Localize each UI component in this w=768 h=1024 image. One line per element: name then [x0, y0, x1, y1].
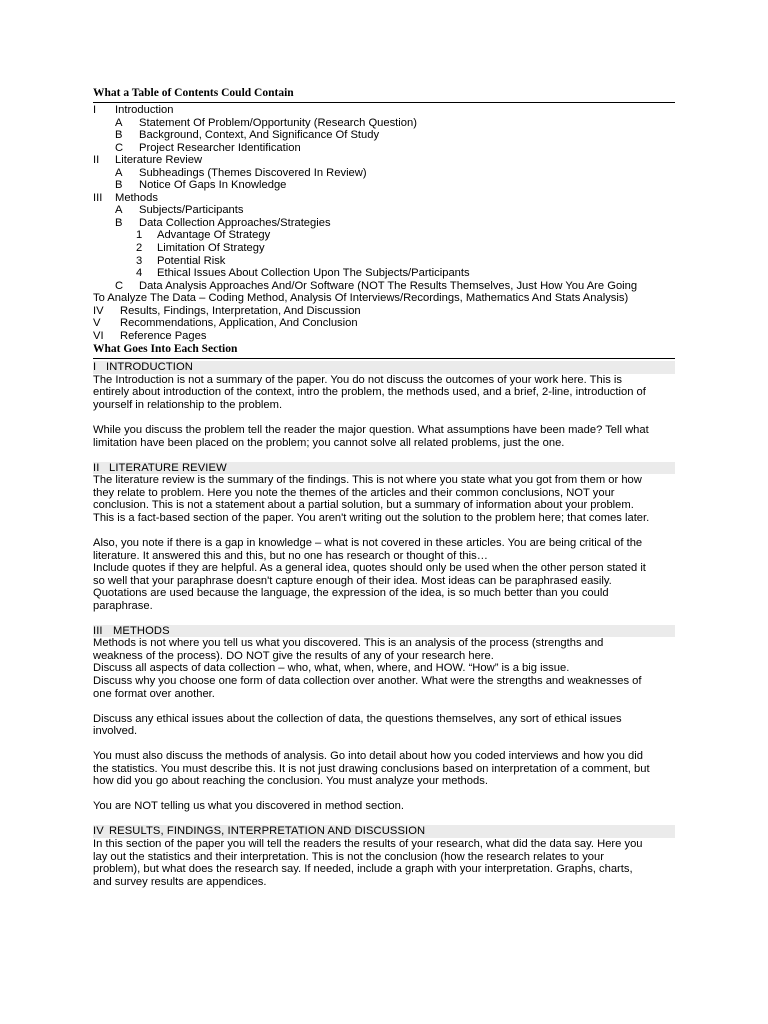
paragraph-line: You are NOT telling us what you discovered in method section. — [93, 800, 404, 813]
toc-item-label: Reference Pages — [120, 329, 207, 342]
section-title — [93, 462, 675, 475]
toc-item-number: B — [115, 216, 123, 229]
toc-item-label: Statement Of Problem/Opportunity (Research Question) — [139, 116, 417, 129]
section-paragraph — [93, 713, 675, 738]
paragraph-line: Discuss why you choose one form of data collection over another. What were the strengths and weaknesses of — [93, 674, 642, 687]
toc-item — [93, 192, 675, 205]
section-title-text: RESULTS, FINDINGS, INTERPRETATION AND DISCUSSION — [109, 825, 426, 838]
toc-item-label: Introduction — [115, 104, 174, 116]
toc-item-number: VI — [93, 329, 104, 342]
section-title-text: INTRODUCTION — [106, 361, 193, 374]
toc-item-number: C — [115, 141, 124, 154]
toc-item-label: Notice Of Gaps In Knowledge — [139, 179, 287, 192]
paragraph-line: conclusion. This is not a statement about a partial solution, but a summary of information about your problem. — [93, 499, 634, 512]
toc-item-number: III — [93, 191, 103, 204]
paragraph-line: they relate to problem. Here you note the themes of the articles and their common conclusions, NOT your — [93, 486, 615, 499]
toc-item-label: Results, Findings, Interpretation, And Discussion — [120, 304, 361, 317]
paragraph-line: The Introduction is not a summary of the paper. You do not discuss the outcomes of your work here. This is — [93, 373, 622, 386]
toc-item-number: IV — [93, 304, 104, 317]
paragraph-line: Discuss all aspects of data collection – who, what, when, where, and HOW. “How” is a big issue. — [93, 662, 570, 675]
toc-item — [93, 117, 675, 130]
toc-item-label: Project Researcher Identification — [139, 141, 301, 154]
paragraph-line: This is a fact-based section of the paper. You aren't writing out the solution to the problem here; that comes later. — [93, 511, 650, 524]
section-number: II — [93, 461, 100, 474]
section-number: I — [93, 361, 97, 374]
toc-item-number: B — [115, 129, 123, 142]
section-title — [93, 825, 675, 838]
toc-item-label: Recommendations, Application, And Conclusion — [120, 317, 358, 330]
section-paragraph — [93, 637, 675, 700]
toc-item-label: Data Analysis Approaches And/Or Software (NOT The Results Themselves, Just How You Are Going — [139, 279, 638, 292]
paragraph-line: Include quotes if they are helpful. As a general idea, quotes should only be used when the other person stated it — [93, 562, 646, 575]
paragraph-line: problem), but what does the research say. If needed, include a graph with your interpretation. Graphs, charts, — [93, 863, 633, 876]
toc-item-label: Subjects/Participants — [139, 204, 244, 217]
section-paragraph — [93, 474, 675, 524]
paragraph-line: how did you go about reaching the conclusion. You must analyze your methods. — [93, 775, 488, 788]
section-title — [93, 625, 675, 638]
section-paragraph — [93, 374, 675, 412]
paragraph-line: Quotations are used because the language, the expression of the idea, is so much better than you could — [93, 587, 609, 600]
toc-item-number: C — [115, 279, 124, 292]
sections-container — [93, 361, 675, 888]
toc-item-label: Potential Risk — [157, 254, 226, 267]
toc-item — [93, 229, 675, 242]
toc-item — [93, 255, 675, 268]
paragraph-line: limitation have been placed on the problem; you cannot solve all related problems, just the one. — [93, 436, 565, 449]
section-paragraph — [93, 750, 675, 788]
paragraph-line: the statistics. You must describe this. It is not just drawing conclusions based on interpretation of a comment, but — [93, 762, 650, 775]
toc-item — [93, 330, 675, 343]
toc-item-number: I — [93, 104, 97, 116]
paragraph-line: Methods is not where you tell us what you discovered. This is an analysis of the process (strengths and — [93, 637, 604, 650]
toc-item — [93, 179, 675, 192]
toc-item — [93, 204, 675, 217]
paragraph-line: and survey results are appendices. — [93, 875, 267, 888]
toc-item — [93, 129, 675, 142]
paragraph-line: paraphrase. — [93, 599, 153, 612]
section-title — [93, 361, 675, 374]
sections-heading: What Goes Into Each Section — [93, 342, 675, 359]
paragraph-line: so well that your paraphrase doesn't capture enough of their idea. Most ideas can be paraphrased easily. — [93, 574, 612, 587]
toc-item-label: Literature Review — [115, 154, 203, 167]
section-title-text: METHODS — [113, 624, 170, 637]
paragraph-line: involved. — [93, 725, 138, 738]
section-title-text: LITERATURE REVIEW — [109, 461, 227, 474]
section-paragraph — [93, 537, 675, 612]
paragraph-line: lay out the statistics and their interpretation. This is not the conclusion (how the research relates to your — [93, 850, 604, 863]
section-number: III — [93, 624, 103, 637]
toc-item — [93, 242, 675, 255]
toc-item — [93, 104, 675, 117]
paragraph-line: yourself in relationship to the problem. — [93, 399, 283, 412]
toc-item-number: II — [93, 154, 100, 167]
paragraph-line: entirely about introduction of the context, intro the problem, the methods used, and a brief, 2-line, introduction of — [93, 386, 646, 399]
section-paragraph — [93, 800, 675, 813]
toc-item — [93, 142, 675, 155]
toc-item-number: 1 — [136, 229, 143, 242]
toc-item-number: V — [93, 317, 101, 330]
paragraph-line: While you discuss the problem tell the reader the major question. What assumptions have been made? Tell what — [93, 424, 649, 437]
paragraph-line: one format over another. — [93, 687, 215, 700]
toc-item-label: Data Collection Approaches/Strategies — [139, 216, 331, 229]
paragraph-line: You must also discuss the methods of analysis. Go into detail about how you coded interviews and how you did — [93, 750, 643, 763]
toc-item-number: 2 — [136, 242, 143, 255]
paragraph-line: literature. It answered this and this, but no one has research or thought of this… — [93, 549, 488, 562]
toc-item-continuation: To Analyze The Data – Coding Method, Analysis Of Interviews/Recordings, Mathematics And Stats Analysis) — [93, 292, 629, 305]
paragraph-line: Discuss any ethical issues about the collection of data, the questions themselves, any sort of ethical issues — [93, 712, 622, 725]
toc-item-label: Methods — [115, 191, 158, 204]
toc-item — [93, 167, 675, 180]
toc-item-number: A — [115, 204, 123, 217]
toc-item — [93, 305, 675, 318]
section-number: IV — [93, 825, 104, 838]
paragraph-line: In this section of the paper you will tell the readers the results of your research, what did the data say. Here you — [93, 838, 643, 851]
toc-item-label: Advantage Of Strategy — [157, 229, 271, 242]
document-content — [93, 86, 675, 888]
toc-item-number: A — [115, 116, 123, 129]
toc-item-label: Subheadings (Themes Discovered In Review) — [139, 166, 367, 179]
toc-item — [93, 267, 675, 280]
section-paragraph — [93, 424, 675, 449]
toc-item-number: A — [115, 166, 123, 179]
toc-list — [93, 104, 675, 342]
section-paragraph — [93, 838, 675, 888]
toc-item — [93, 317, 675, 330]
toc-item — [93, 154, 675, 167]
toc-heading: What a Table of Contents Could Contain — [93, 86, 675, 103]
paragraph-line: The literature review is the summary of the findings. This is not where you state what you got from them or how — [93, 474, 642, 487]
toc-item — [93, 280, 675, 293]
toc-item-label: Background, Context, And Significance Of Study — [139, 129, 380, 142]
toc-item-label: Ethical Issues About Collection Upon The Subjects/Participants — [157, 267, 470, 280]
paragraph-line: Also, you note if there is a gap in knowledge – what is not covered in these articles. You are being critical of the — [93, 537, 643, 549]
toc-item — [93, 217, 675, 230]
paragraph-line: weakness of the process). DO NOT give the results of any of your research here. — [93, 649, 494, 662]
toc-item-number: 4 — [136, 267, 143, 280]
toc-item-label: Limitation Of Strategy — [157, 242, 265, 255]
toc-item-number: B — [115, 179, 123, 192]
toc-item-number: 3 — [136, 254, 143, 267]
